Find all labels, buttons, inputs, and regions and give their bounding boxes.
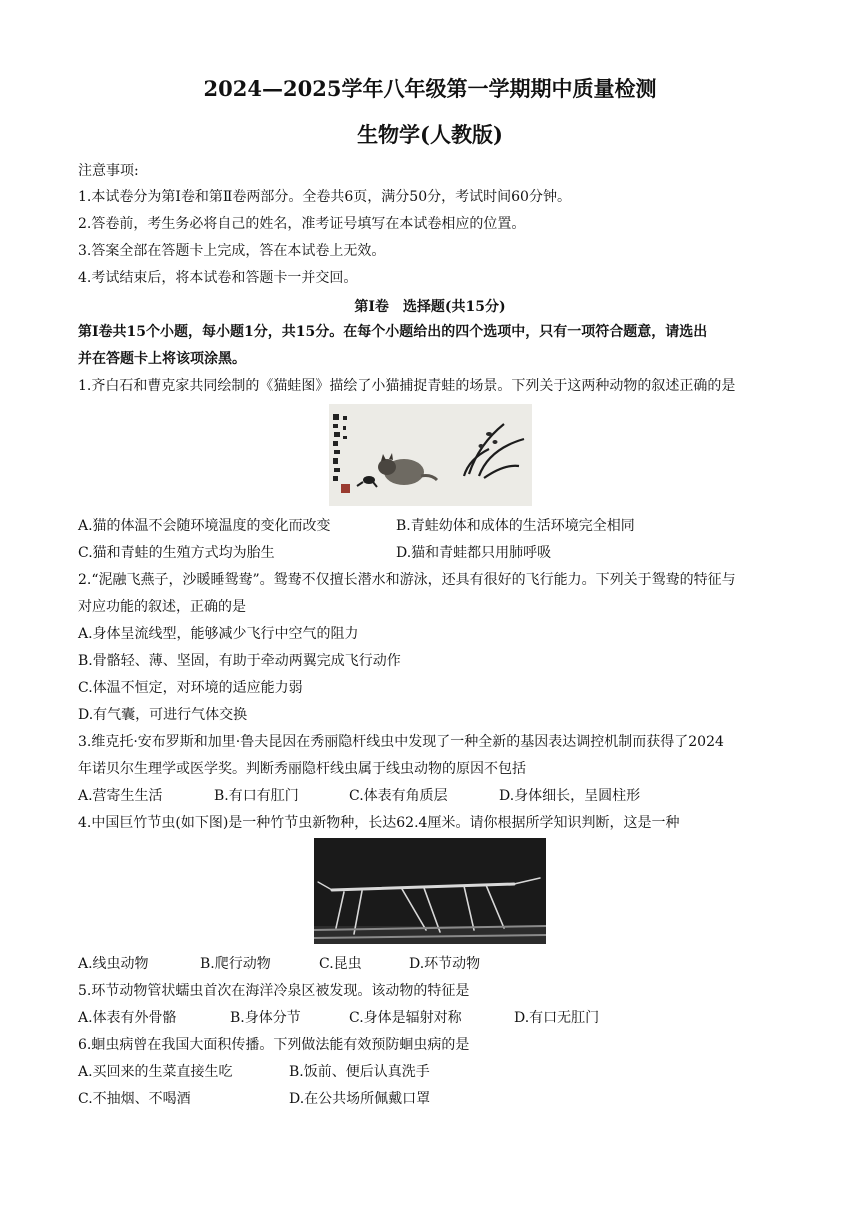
question-5-stem: 5.环节动物管状蠕虫首次在海洋冷泉区被发现。该动物的特征是 [78, 983, 470, 999]
option-d: D.身体细长，呈圆柱形 [499, 788, 641, 804]
option-a: A.体表有外骨骼 [78, 1010, 177, 1026]
option-b: B.青蛙幼体和成体的生活环境完全相同 [396, 518, 635, 534]
option-c: C.昆虫 [319, 956, 362, 972]
note-item: 4.考试结束后，将本试卷和答题卡一并交回。 [78, 270, 358, 286]
option-a: A.线虫动物 [78, 956, 149, 972]
option-b: B.饭前、便后认真洗手 [289, 1064, 430, 1080]
option-b: B.有口有肛门 [214, 788, 299, 804]
option-d: D.环节动物 [409, 956, 481, 972]
option-c: C.身体是辐射对称 [349, 1010, 462, 1026]
note-item: 3.答案全部在答题卡上完成，答在本试卷上无效。 [78, 243, 386, 259]
stick-insect-photo [314, 838, 546, 944]
option-c: C.不抽烟、不喝酒 [78, 1091, 191, 1107]
question-1-stem: 1.齐白石和曹克家共同绘制的《猫蛙图》描绘了小猫捕捉青蛙的场景。下列关于这两种动物的叙述正确的是 [78, 378, 736, 394]
section-instruction-cont: 并在答题卡上将该项涂黑。 [78, 351, 246, 367]
option-d: D.有口无肛门 [514, 1010, 600, 1026]
option-a: A.猫的体温不会随环境温度的变化而改变 [78, 518, 331, 534]
section-heading: 第Ⅰ卷 选择题(共15分) [354, 299, 506, 315]
exam-subtitle: 生物学(人教版) [357, 122, 503, 147]
option-a: A.买回来的生菜直接生吃 [78, 1064, 233, 1080]
option-c: C.体温不恒定，对环境的适应能力弱 [78, 680, 303, 696]
option-c: C.体表有角质层 [349, 788, 448, 804]
section-instruction: 第Ⅰ卷共15个小题，每小题1分，共15分。在每个小题给出的四个选项中，只有一项符合题意，请选出 [78, 324, 708, 340]
question-4-stem: 4.中国巨竹节虫(如下图)是一种竹节虫新物种，长达62.4厘米。请你根据所学知识判断，这是一种 [78, 815, 680, 831]
note-item: 2.答卷前，考生务必将自己的姓名，准考证号填写在本试卷相应的位置。 [78, 216, 526, 232]
option-d: D.有气囊，可进行气体交换 [78, 707, 248, 723]
option-b: B.身体分节 [230, 1010, 301, 1026]
question-2-stem-cont: 对应功能的叙述，正确的是 [78, 599, 246, 615]
question-3-stem: 3.维克托·安布罗斯和加里·鲁夫昆因在秀丽隐杆线虫中发现了一种全新的基因表达调控机制而获得了2024 [78, 734, 724, 750]
option-b: B.骨骼轻、薄、坚固，有助于牵动两翼完成飞行动作 [78, 653, 401, 669]
cat-frog-painting [329, 404, 532, 506]
option-a: A.营寄生生活 [78, 788, 163, 804]
notes-heading: 注意事项: [78, 163, 139, 179]
note-item: 1.本试卷分为第Ⅰ卷和第Ⅱ卷两部分。全卷共6页，满分50分，考试时间60分钟。 [78, 189, 571, 205]
exam-title: 2024—2025学年八年级第一学期期中质量检测 [203, 76, 657, 101]
option-d: D.猫和青蛙都只用肺呼吸 [396, 545, 552, 561]
option-b: B.爬行动物 [200, 956, 271, 972]
question-6-stem: 6.蛔虫病曾在我国大面积传播。下列做法能有效预防蛔虫病的是 [78, 1037, 470, 1053]
question-3-stem-cont: 年诺贝尔生理学或医学奖。判断秀丽隐杆线虫属于线虫动物的原因不包括 [78, 761, 526, 777]
option-a: A.身体呈流线型，能够减少飞行中空气的阻力 [78, 626, 359, 642]
question-2-stem: 2.“泥融飞燕子，沙暖睡鸳鸯”。鸳鸯不仅擅长潜水和游泳，还具有很好的飞行能力。下列关于鸳鸯的特征与 [78, 572, 736, 588]
option-c: C.猫和青蛙的生殖方式均为胎生 [78, 545, 275, 561]
option-d: D.在公共场所佩戴口罩 [289, 1091, 431, 1107]
